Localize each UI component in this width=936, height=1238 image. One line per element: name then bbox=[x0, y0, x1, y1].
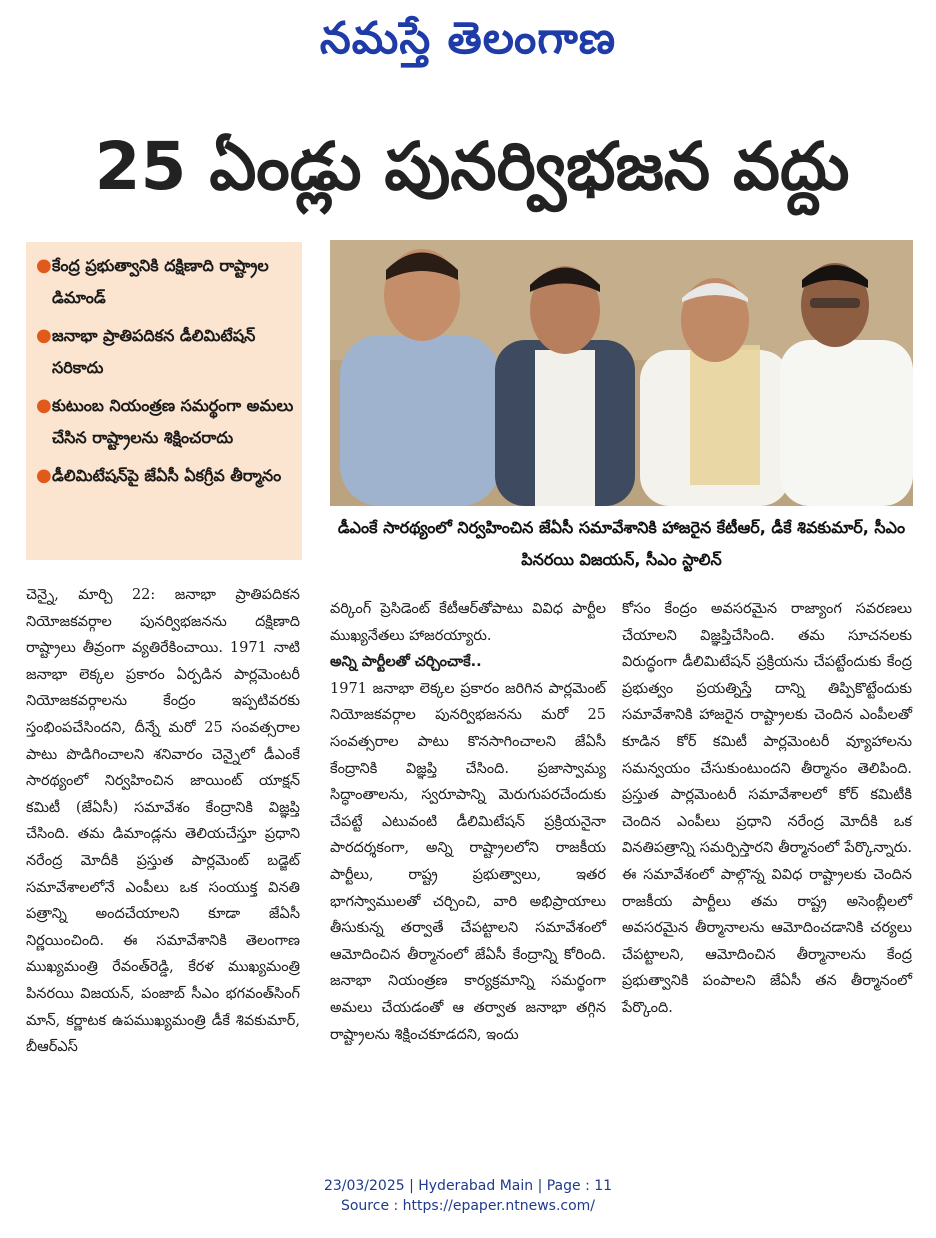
article-column-2 bbox=[330, 596, 606, 1152]
leaders-photo-illustration bbox=[330, 240, 913, 506]
highlight-text: కుటుంబ నియంత్రణ సమర్థంగా అమలు చేసిన రాష్ట్రాలను శిక్షించరాదు bbox=[52, 396, 294, 447]
article-paragraph: కోసం కేంద్రం అవసరమైన రాజ్యాంగ సవరణలు చేయాలని విజ్ఞప్తిచేసింది. తమ సూచనలకు విరుద్ధంగా డీలిమిటేషన్ ప్రక్రియను చేపట్టేందుకు కేంద్ర ప్రభుత్వం ప్రయత్నిస్తే దాన్ని తిప్పికొట్టేందుకు సమావేశానికి హాజరైన రాష్ట్రాలకు చెందిన ఎంపీలతో కూడిన కోర్ కమిటీ పార్లమెంటరీ వ్యూహాలను సమన్వయం చేసుకుంటుందని తీర్మానం తెలిపింది. ప్రస్తుత పార్లమెంటరీ సమావేశాలలో కోర్ కమిటీకి చెందిన ఎంపీలు ప్రధాని నరేంద్ర మోదీకి ఒక వినతిపత్రాన్ని సమర్పిస్తారని తీర్మానంలో పేర్కొన్నారు. ఈ సమావేశంలో పాల్గొన్న వివిధ రాష్ట్రాలకు చెందిన రాజకీయ పార్టీలు తమ రాష్ట్ర అసెంబ్లీలలో అవసరమైన తీర్మానాలను ఆమోదించడానికి చర్యలు చేపట్టాలని, ఆమోదించిన తీర్మానాలను కేంద్ర ప్రభుత్వానికి పంపాలని జేఏసీ తన తీర్మానంలో పేర్కొంది. bbox=[622, 601, 912, 1016]
newspaper-masthead: నమస్తే తెలంగాణ bbox=[319, 13, 617, 64]
bullet-icon: ● bbox=[36, 255, 52, 276]
highlight-text: కేంద్ర ప్రభుత్వానికి దక్షిణాది రాష్ట్రాల డిమాండ్ bbox=[52, 256, 269, 307]
article-column-1 bbox=[26, 582, 300, 1152]
photo-caption: డీఎంకే సారథ్యంలో నిర్వహించిన జేఏసీ సమావేశానికి హాజరైన కేటీఆర్, డీకే శివకుమార్, సీఎం పినరయి విజయన్, సీఎం స్టాలిన్ bbox=[337, 518, 906, 569]
page-footer bbox=[0, 1176, 936, 1216]
bullet-icon: ● bbox=[36, 465, 52, 486]
highlight-item bbox=[34, 250, 294, 314]
article-subheading: అన్ని పార్టీలతో చర్చించాకే.. bbox=[330, 654, 482, 671]
article-paragraph: వర్కింగ్ ప్రెసిడెంట్ కేటీఆర్‌తోపాటు వివిధ పార్టీల ముఖ్యనేతలు హాజరయ్యారు. bbox=[330, 601, 606, 644]
news-photo bbox=[330, 240, 913, 506]
edition-info: 23/03/2025 | Hyderabad Main | Page : 11 bbox=[323, 1178, 613, 1194]
article-paragraph: 1971 జనాభా లెక్కల ప్రకారం జరిగిన పార్లమెంట్ నియోజకవర్గాల పునర్విభజనను మరో 25 సంవత్సరాల పాటు కొనసాగించాలని జేఏసీ కేంద్రానికి విజ్ఞప్తి చేసింది. ప్రజాస్వామ్య సిద్ధాంతాలను, స్వరూపాన్ని మెరుగుపరచేందుకు చేపట్టే ఎటువంటి డీలిమిటేషన్ ప్రక్రియనైనా పారదర్శకంగా, అన్ని రాష్ట్రాలలోని రాజకీయ పార్టీలు, రాష్ట్ర ప్రభుత్వాలు, ఇతర భాగస్వాములతో చర్చించి, వారి అభిప్రాయాలు తీసుకున్న తర్వాతే చేపట్టాలని సమావేశంలో ఆమోదించిన తీర్మానంలో జేఏసీ కేంద్రాన్ని కోరింది. జనాభా నియంత్రణ కార్యక్రమాన్ని సమర్థంగా అమలు చేయడంతో ఆ తర్వాత జనాభా తగ్గిన రాష్ట్రాలను శిక్షించకూడదని, ఇందు bbox=[330, 680, 606, 1043]
article-headline: 25 ఏండ్లు పునర్విభజన వద్దు bbox=[94, 128, 850, 205]
highlight-item bbox=[34, 320, 294, 384]
highlight-text: జనాభా ప్రాతిపదికన డీలిమిటేషన్ సరికాదు bbox=[52, 326, 256, 377]
highlight-item bbox=[34, 390, 294, 454]
bullet-icon: ● bbox=[36, 395, 52, 416]
highlight-text: డీలిమిటేషన్‌పై జేఏసీ ఏకగ్రీవ తీర్మానం bbox=[52, 466, 282, 485]
article-paragraph: చెన్నై, మార్చి 22: జనాభా ప్రాతిపదికన నియోజకవర్గాల పునర్విభజనను దక్షిణాది రాష్ట్రాలు తీవ్రంగా వ్యతిరేకించాయి. 1971 నాటి జనాభా లెక్కల ప్రకారం ఏర్పడిన పార్లమెంటరీ నియోజకవర్గాలను కేంద్రం ఇప్పటివరకు స్తంభింపచేసిందని, దీన్నే మరో 25 సంవత్సరాల పాటు పొడిగించాలని శనివారం చెన్నైలో డీఎంకే సారథ్యంలో నిర్వహించిన జాయింట్ యాక్షన్ కమిటీ (జేఏసీ) సమావేశం కేంద్రానికి విజ్ఞప్తి చేసింది. తమ డిమాండ్లను తెలియచేస్తూ ప్రధాని నరేంద్ర మోదీకి ప్రస్తుత పార్లమెంట్ బడ్జెట్ సమావేశాలలోనే ఎంపీలు ఒక సంయుక్త వినతి పత్రాన్ని అందచేయాలని కూడా జేఏసీ నిర్ణయించింది. ఈ సమావేశానికి తెలంగాణ ముఖ్యమంత్రి రేవంత్‌రెడ్డి, కేరళ ముఖ్యమంత్రి పినరయి విజయన్, పంజాబ్ సీఎం భగవంత్‌సింగ్ మాన్, కర్ణాటక ఉపముఖ్యమంత్రి డీకే శివకుమార్, బీఆర్‌ఎస్ bbox=[26, 587, 300, 1056]
bullet-icon: ● bbox=[36, 325, 52, 346]
highlights-box bbox=[26, 242, 302, 560]
article-column-3 bbox=[622, 596, 912, 1152]
highlight-item bbox=[34, 460, 294, 492]
source-link[interactable]: Source : https://epaper.ntnews.com/ bbox=[340, 1198, 596, 1214]
